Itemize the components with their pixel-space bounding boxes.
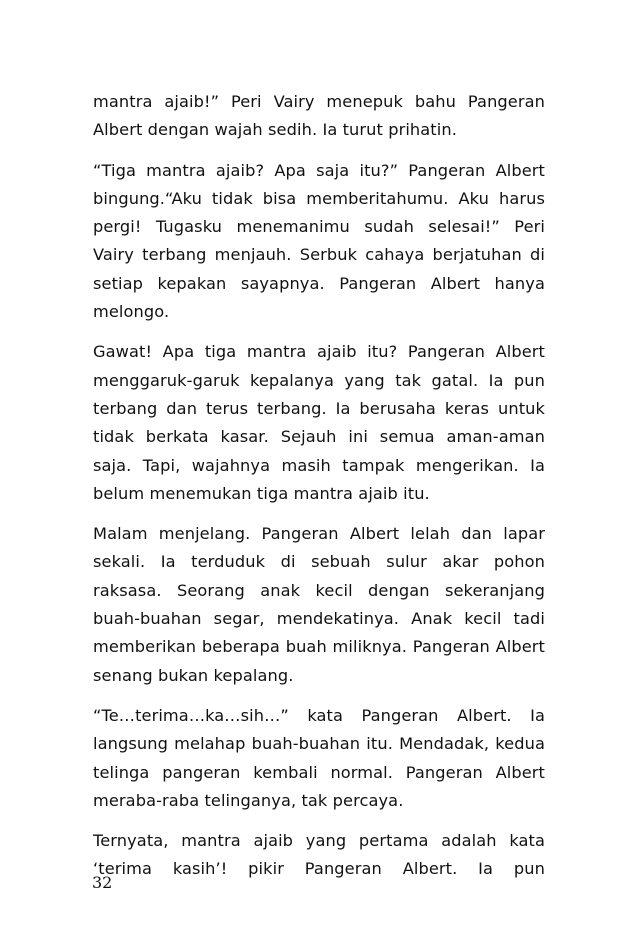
page-number: 32 bbox=[92, 873, 113, 892]
paragraph: Gawat! Apa tiga mantra ajaib itu? Pangeran Albert menggaruk-garuk kepalanya yang tak gatal. Ia pun terbang dan terus terbang. Ia berusaha keras untuk tidak berkata kasar. Sejauh ini semua aman-aman saja. Tapi, wajahnya masih tampak mengerikan. Ia belum menemukan tiga mantra ajaib itu. bbox=[93, 342, 545, 503]
body-text bbox=[93, 88, 545, 884]
paragraph: Ternyata, mantra ajaib yang pertama adalah kata ‘terima kasih’! pikir Pangeran Albert. Ia pun bbox=[93, 831, 545, 879]
paragraph: mantra ajaib!” Peri Vairy menepuk bahu Pangeran Albert dengan wajah sedih. Ia turut prihatin. bbox=[93, 92, 545, 140]
paragraph: “Te…terima…ka…sih…” kata Pangeran Albert. Ia langsung melahap buah-buahan itu. Mendadak, kedua telinga pangeran kembali normal. Pangeran Albert meraba-raba telinganya, tak percaya. bbox=[93, 705, 545, 810]
paragraph: Malam menjelang. Pangeran Albert lelah dan lapar sekali. Ia terduduk di sebuah sulur akar pohon raksasa. Seorang anak kecil dengan sekeranjang buah-buahan segar, mendekatinya. Anak kecil tadi memberikan beberapa buah miliknya. Pangeran Albert senang bukan kepalang. bbox=[93, 524, 545, 685]
paragraph: “Tiga mantra ajaib? Apa saja itu?” Pangeran Albert bingung.“Aku tidak bisa memberitahumu. Aku harus pergi! Tugasku menemanimu sudah selesai!” Peri Vairy terbang menjauh. Serbuk cahaya berjatuhan di setiap kepakan sayapnya. Pangeran Albert hanya melongo. bbox=[93, 160, 545, 322]
